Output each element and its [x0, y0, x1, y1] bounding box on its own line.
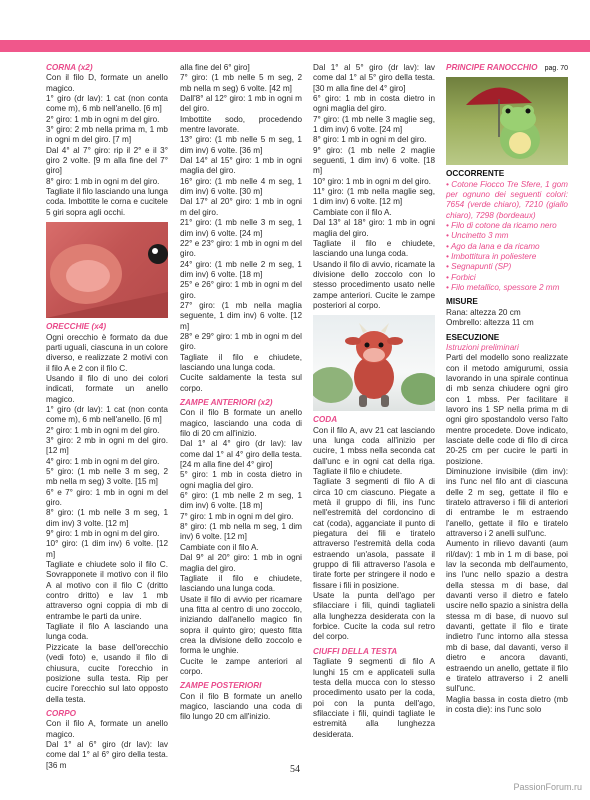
materials-item: • Forbici	[446, 272, 476, 282]
paragraph: Tagliate 9 segmenti di filo A lunghi 15 cm e applicateli sulla testa della mucca con lo stesso procedimento usato per la coda, poi con la punta dell'ago, sfilacciate i fili, quindi tagliate le estremità alla lunghezza desiderata.	[313, 657, 435, 739]
instruction-line: 8° giro: 1 mb in ogni m del giro.	[46, 176, 160, 186]
section-title-zampe-anteriori: ZAMPE ANTERIORI (x2)	[180, 398, 273, 407]
paragraph: Con il filo B formate un anello magico, lasciando una coda di filo lungo 20 cm all'inizio.	[180, 691, 302, 722]
instruction-line: Imbottite sodo, procedendo mentre lavorate.	[180, 114, 302, 135]
instruction-line: Dal 9° al 20° giro: 1 mb in ogni maglia del giro.	[180, 553, 302, 573]
instruction-line: Dal 17° al 20° giro: 1 mb in ogni m del giro.	[180, 197, 302, 217]
instruction-line: 3° giro: 2 mb in ogni m del giro. [12 m]	[46, 435, 168, 456]
paragraph: Usate la punta dell'ago per sfilacciare i fili, quindi tagliateli alla lunghezza desiderata con la forbice. Cucite la coda sul retro del corpo.	[313, 591, 435, 642]
page-number: 54	[290, 764, 300, 775]
instruction-line: Dal 1° al 5° giro (dr lav): lav come dal 1° al 5° giro della testa. [30 m alla fine del 4° giro]	[313, 63, 435, 93]
instruction-line: Tagliate il filo e chiudete, lasciando una lunga coda.	[180, 352, 302, 372]
instruction-line: 10° giro: (1 dim inv) 6 volte. [12 m]	[46, 539, 168, 559]
instruction-line: Cambiate con il filo A.	[180, 542, 259, 552]
instruction-line: 5° giro: 1 mb in costa dietro in ogni maglia del giro.	[180, 470, 302, 490]
paragraph: Usando il filo di uno dei colori indicati, formate un anello magico.	[46, 373, 168, 404]
instruction-line: Dal 1° al 6° giro (dr lav): lav come dal 1° al 6° giro della testa. [36 m	[46, 739, 168, 770]
materials-item: • Filo di cotone da ricamo nero	[446, 221, 557, 231]
paragraph: Ogni orecchio è formato da due parti uguali, ciascuna in un colore diverso, e realizzate 2 motivi con il filo A e 2 con il filo C.	[46, 332, 168, 373]
instruction-line: 27° giro: (1 mb nella maglia seguente, 1 dim inv) 6 volte. [12 m]	[180, 300, 302, 331]
eye-icon	[506, 109, 511, 114]
pink-stripe	[0, 40, 590, 52]
section-title-corpo: CORPO	[46, 708, 77, 718]
cow-muzzle	[363, 348, 385, 362]
cow-ear-illustration	[46, 222, 168, 318]
paragraph: Tagliate e chiudete solo il filo C. Sovrapponete il motivo con il filo A al motivo con il filo C (dritto contro dritto) e lav 1 mb attraverso ogni coppia di mb di entrambe le parti da unire.	[46, 560, 168, 621]
instruction-line: 8° giro: (1 mb nelle 3 m seg, 1 dim inv) 3 volte. [12 m]	[46, 508, 168, 528]
paragraph: Diminuzione invisibile (dim inv): ins l'unc nel filo ant di ciascuna delle 2 m seg, gettate il filo e tiratelo attraverso i fili di anteriori di entrambe le m estraendo l'anello, gettate il filo e tiratelo attraverso i 2 anelli sull'unc.	[446, 466, 568, 539]
paragraph: Maglia bassa in costa dietro (mb in costa die): ins l'unc solo	[446, 694, 568, 714]
instruction-line: 6° e 7° giro: 1 mb in ogni m del giro.	[46, 487, 168, 507]
plant-right	[401, 373, 435, 405]
instruction-line: Cucite saldamente la testa sul corpo.	[180, 373, 302, 393]
paragraph: Con il filo D, formate un anello magico.	[46, 73, 168, 93]
frog-toy-illustration	[446, 77, 568, 165]
paragraph: Tagliate il filo lasciando una lunga coda. Imbottite le corna e cucitele 5 giri sopra agli occhi.	[46, 187, 168, 217]
instruction-line: 13° giro: (1 mb nelle 5 m seg, 1 dim inv) 6 volte. [36 m]	[180, 135, 302, 155]
frog-belly	[509, 132, 531, 154]
instruction-line: 11° giro: (1 mb nella maglie seg, 1 dim inv) 6 volte. [12 m]	[313, 187, 435, 207]
section-title-zampe-posteriori: ZAMPE POSTERIORI	[180, 681, 262, 691]
instruction-line: 5° giro: (1 mb nelle 3 m seg, 2 mb nella m seg) 3 volte. [15 m]	[46, 466, 168, 487]
project-title: PRINCIPE RANOCCHIO	[446, 63, 538, 72]
hoof-left	[359, 395, 367, 407]
section-title-orecchie: ORECCHIE (x4)	[46, 322, 107, 332]
section-title-misure: MISURE	[446, 297, 478, 307]
instruction-line: 7° giro: (1 mb nelle 3 maglie seg, 1 dim inv) 6 volte. [24 m]	[313, 114, 435, 135]
eye-icon	[526, 109, 531, 114]
paragraph: Aumento in rilievo davanti (aum ril/dav): 1 mb in 1 m di base, poi lav la seconda mb dell'aumento, ins l'unc nello spazio a destra della stessa m di base, dal davanti verso il dietro e fatelo uscire nello spazio a sinistra della stessa m di base, di nuovo sul davanti, gettate il filo e tirate indietro l'unc intorno alla stessa mb di base, dal davanti, verso il dietro e ancora davanti, estraendo un anello, gettate il filo e tiratelo attraverso i 2 anelli sull'unc.	[446, 539, 568, 694]
column-3	[313, 63, 435, 740]
photo-cow-toy	[313, 315, 435, 411]
column-1	[46, 63, 168, 771]
instruction-line: 1° giro (dr lav): 1 cat (non conta come m), 6 mb nell'anello. [6 m]	[46, 94, 168, 114]
cow-ear-right	[387, 337, 403, 345]
paragraph: Con il filo A, formate un anello magico.	[46, 719, 168, 739]
materials-item: • Uncinetto 3 mm	[446, 231, 509, 241]
measurement: Ombrello: altezza 11 cm	[446, 318, 534, 328]
horn-right	[381, 323, 389, 333]
paragraph: Tagliate il filo A lasciando una lunga coda.	[46, 622, 168, 642]
instruction-line: 6° giro: (1 mb nelle 2 m seg, 1 dim inv) 6 volte. [18 m]	[180, 491, 302, 511]
instruction-line: 7° giro: (1 mb nelle 5 m seg, 2 mb nella m seg) 6 volte. [42 m]	[180, 73, 302, 93]
eye-icon	[379, 343, 384, 348]
instruction-line: 10° giro: 1 mb in ogni m del giro.	[313, 176, 431, 186]
photo-cow-ear	[46, 222, 168, 318]
paragraph: Pizzicate la base dell'orecchio (vedi foto) e, usando il filo di chiusura, cucite l'orecchio in posizione sulla testa. Rip per cucire l'orecchio sul lato opposto della testa.	[46, 642, 168, 704]
instruction-line: Cambiate con il filo A.	[313, 207, 392, 217]
eye-icon	[148, 244, 168, 264]
instruction-line: 21° giro: (1 mb nelle 3 m seg, 1 dim inv) 6 volte. [24 m]	[180, 218, 302, 238]
horn-left	[359, 323, 367, 333]
instruction-line: 2° giro: 1 mb in ogni m del giro.	[46, 114, 160, 124]
paragraph: Usando il filo di avvio, ricamate la divisione dello zoccolo con lo stesso procedimento usato nelle zampe anteriori. Cucite le zampe posteriori al corpo.	[313, 259, 435, 310]
instruction-line: Dall'8° al 12° giro: 1 mb in ogni m del giro.	[180, 94, 302, 114]
instruction-line: 24° giro: (1 mb nelle 2 m seg, 1 dim inv) 6 volte. [18 m]	[180, 259, 302, 279]
cow-toy-illustration	[313, 315, 435, 411]
hoof-right	[381, 395, 389, 407]
paragraph: Usate il filo di avvio per ricamare una fitta al centro di uno zoccolo, iniziando dall'anello magico fin sopra il quinto giro; questo fitta crea la divisione dello zoccolo e forma le unghie.	[180, 594, 302, 656]
materials-item: • Filo metallico, spessore 2 mm	[446, 283, 560, 293]
cow-ear-left	[345, 337, 361, 345]
instruction-line: Tagliate il filo e chiudete, lasciando una lunga coda.	[180, 573, 302, 594]
section-title-corna: CORNA (x2)	[46, 63, 93, 72]
eye-highlight	[152, 248, 158, 254]
instruction-line: 4° giro: 1 mb in ogni m del giro.	[46, 456, 160, 466]
subsection-title: Istruzioni preliminari	[446, 342, 519, 352]
instruction-line: 2° giro: 1 mb in ogni m del giro.	[46, 425, 160, 435]
section-title-occorrente: OCCORRENTE	[446, 169, 505, 179]
column-2	[180, 63, 302, 723]
paragraph: Parti del modello sono realizzate con il metodo amigurumi, ossia lavorando in una spirale continua di mb senza chiudere ogni giro con 1 mbss. Per facilitare il lavoro ins 1 SP nella prima m di ogni giro spostandolo verso l'alto mentre procedete. Dove indicato, lasciate delle code di filo di circa 20-25 cm per cucire le parti in posizione.	[446, 353, 568, 466]
instruction-line: 6° giro: 1 mb in costa dietro in ogni maglia del giro.	[313, 94, 435, 114]
instruction-line: Dal 13° al 18° giro: 1 mb in ogni maglia del giro.	[313, 218, 435, 238]
eye-icon	[365, 343, 370, 348]
instruction-line: 28° e 29° giro: 1 mb in ogni m del giro.	[180, 331, 302, 352]
instruction-line: 3° giro: 2 mb nella prima m, 1 mb in ogni m del giro. [7 m]	[46, 125, 168, 145]
plant-left	[313, 367, 353, 403]
instruction-line: 8° giro: (1 mb nella m seg, 1 dim inv) 6 volte. [12 m]	[180, 522, 302, 542]
instruction-line: 8° giro: 1 mb in ogni m del giro.	[313, 135, 427, 145]
photo-frog-toy	[446, 77, 568, 165]
ear-inner	[66, 260, 110, 292]
materials-item: • Imbottitura in poliestere	[446, 252, 537, 262]
paragraph: Tagliate 3 segmenti di filo A di circa 10 cm ciascuno. Piegate a metà il gruppo di fili, ins l'unc nell'estremità del cordoncino di cat (coda), agganciate il punto di piegatura dei fili e tiratelo attraverso l'estremità della coda estraendo un'asola, passate il gruppo di fili attraverso l'asola e tirate forte per stringere il nodo e fissare i fili in posizione.	[313, 477, 435, 590]
paragraph: Con il filo B formate un anello magico, lasciando una coda di filo di 20 cm all'inizio.	[180, 408, 302, 439]
page-reference: pag. 70	[544, 65, 568, 72]
instruction-line: Dal 4° al 7° giro: rip il 2° e il 3° giro 2 volte. [9 m alla fine del 7° giro]	[46, 145, 168, 176]
instruction-line: 9° giro: 1 mb in ogni m del giro.	[46, 529, 160, 539]
instruction-line: 9° giro: (1 mb nelle 2 maglie seguenti, 1 dim inv) 6 volte. [18 m]	[313, 145, 435, 176]
section-title-ciuffi: CIUFFI DELLA TESTA	[313, 646, 398, 656]
paragraph: Cucite le zampe anteriori al corpo.	[180, 656, 302, 676]
paragraph: Con il filo A, avv 21 cat lasciando una lunga coda all'inizio per cucire, 1 mbss nella seconda cat dall'unc e in ogni cat della riga. Tagliate il filo e chiudete.	[313, 425, 435, 476]
measurement: Rana: altezza 20 cm	[446, 307, 521, 317]
materials-item: • Cotone Fiocco Tre Sfere, 1 gom per ognuno dei seguenti colori: 7654 (verde chiaro), 7210 (giallo chiaro), 7298 (bordeaux)	[446, 179, 568, 220]
watermark: PassionForum.ru	[513, 782, 582, 792]
header-band	[0, 0, 590, 54]
instruction-line: Dal 14° al 15° giro: 1 mb in ogni maglia del giro.	[180, 156, 302, 176]
instruction-line: Tagliate il filo e chiudete, lasciando una lunga coda.	[313, 238, 435, 259]
materials-item: • Ago da lana e da ricamo	[446, 241, 540, 251]
instruction-line: Dal 1° al 4° giro (dr lav): lav come dal 1° al 4° giro della testa. [24 m alla fine del 4° giro]	[180, 439, 302, 470]
instruction-line: 22° e 23° giro: 1 mb in ogni m del giro.	[180, 238, 302, 259]
instruction-line: alla fine del 6° giro]	[180, 63, 250, 72]
materials-item: • Segnapunti (SP)	[446, 262, 512, 272]
instruction-line: 16° giro: (1 mb nelle 4 m seg, 1 dim inv) 6 volte. [30 m]	[180, 176, 302, 197]
instruction-line: 7° giro: 1 mb in ogni m del giro.	[180, 511, 294, 521]
section-title-coda: CODA	[313, 415, 338, 425]
section-title-esecuzione: ESECUZIONE	[446, 332, 500, 342]
instruction-line: 1° giro (dr lav): 1 cat (non conta come m), 6 mb nell'anello. [6 m]	[46, 404, 168, 425]
instruction-line: 25° e 26° giro: 1 mb in ogni m del giro.	[180, 280, 302, 300]
column-4	[446, 63, 568, 715]
